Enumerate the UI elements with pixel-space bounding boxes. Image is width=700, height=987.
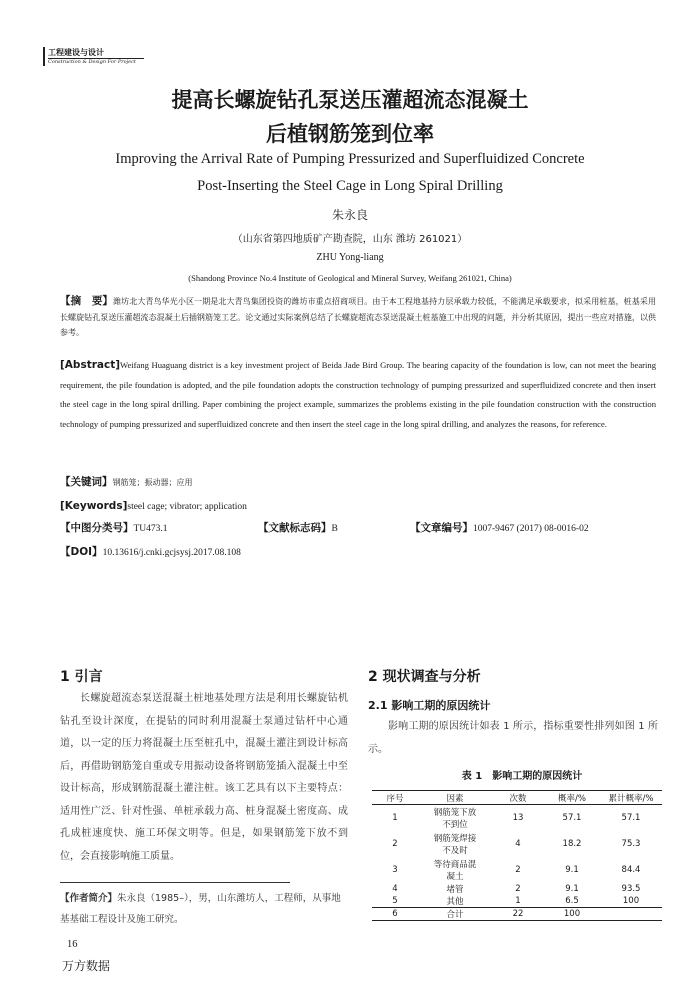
table-row — [372, 831, 662, 857]
keywords-en-label: [Keywords] — [60, 500, 128, 512]
article-no-label: 【文章编号】 — [410, 522, 473, 534]
doi-value: 10.13616/j.cnki.gcjsysj.2017.08.108 — [102, 548, 241, 558]
table-cell: 钢筋笼焊接不及时 — [433, 833, 477, 856]
journal-name-cn: 工程建设与设计 — [48, 48, 104, 57]
author-note-label: 【作者简介】 — [60, 893, 118, 904]
table-cell: 6 — [372, 907, 418, 920]
article-no-value: 1007-9467 (2017) 08-0016-02 — [473, 524, 589, 534]
table1-header: 序号 — [372, 791, 418, 805]
table-cell: 84.4 — [621, 864, 641, 875]
table1-header: 因素 — [418, 791, 492, 805]
author-note — [60, 888, 348, 930]
abstract-en-text: Weifang Huaguang district is a key investment project of Beida Jade Bird Group. The bearing capacity of the foundation is low, can not meet the bearing requirement, the pile foundation is adopted, and the pile foundation adopts the construction technology of pumping pressurized and superfluidized concrete and then insert the steel cage in the long spiral drilling. Paper combining the project example, summarizes the problems existing in the pile foundation construction with the construction technology of pumping pressurized and superfluidized concrete and then insert the steel cage in the long spiral drilling, and analyzes the reasons, for reference. — [60, 360, 656, 429]
footnote-rule — [60, 882, 290, 883]
article-no — [410, 516, 589, 535]
table-cell: 4 — [515, 838, 521, 849]
table-cell: 其他 — [418, 895, 492, 908]
journal-header — [43, 47, 144, 66]
table-cell: 9.1 — [565, 864, 579, 875]
doc-code — [258, 516, 338, 535]
section1-paragraph: 长螺旋超流态泵送混凝土桩地基处理方法是利用长螺旋钻机钻孔至设计深度，在提钻的同时利用混凝土泵通过钻杆中心通道，以一定的压力将混凝土压至桩孔中，混凝土灌注到设计标高后，再借助钢筋笼自重或专用振动设备将钢筋笼插入混凝土中至设计标高，形成钢筋混凝土灌注桩。该工艺具有以下主要特点：适用性广泛、针对性强、单桩承载力高、桩身混凝土密度高、成孔成桩速度快、施工环保文明等。但是，如果钢筋笼下放不到位，会直接影响施工质量。 — [60, 693, 348, 862]
clc-label: 【中图分类号】 — [60, 522, 134, 534]
clc — [60, 516, 168, 535]
table-cell: 2 — [515, 883, 521, 894]
table-cell: 100 — [600, 895, 662, 908]
abstract-cn-text: 潍坊北大青鸟华光小区一期是北大青鸟集团投资的潍坊市重点招商项目。由于本工程地基持力层承载力较低，不能满足承载要求，拟采用桩基，桩基采用长螺旋钻孔泵送压灌超流态混凝土后插钢筋笼工艺。论文通过实际案例总结了长螺旋超流态泵送混凝土桩基施工中出现的问题，并分析其原因，提出一些应对措施，以供参考。 — [60, 297, 656, 337]
abstract-cn-label: 【摘 要】 — [60, 295, 114, 307]
table-cell: 4 — [392, 883, 398, 894]
table-cell: 57.1 — [621, 812, 641, 823]
author-en: ZHU Yong-liang — [316, 252, 384, 263]
abstract-en — [60, 356, 656, 434]
keywords-en — [60, 494, 247, 513]
section2-subheading: 2.1 影响工期的原因统计 — [368, 699, 491, 712]
table-row — [372, 857, 662, 883]
table1-header: 概率/% — [544, 791, 600, 805]
title-en-line1: Improving the Arrival Rate of Pumping Pressurized and Superfluidized Concrete — [115, 151, 585, 167]
keywords-cn-text: 钢筋笼；振动器；应用 — [112, 478, 193, 487]
page-number: 16 — [67, 939, 78, 950]
section2-paragraph: 影响工期的原因统计如表 1 所示，指标重要性排列如图 1 所示。 — [368, 721, 658, 755]
table-cell: 5 — [372, 895, 418, 908]
table-cell: 93.5 — [621, 883, 641, 894]
table-cell: 钢筋笼下放不到位 — [433, 807, 477, 830]
table-row — [372, 883, 662, 895]
affiliation-cn: （山东省第四地质矿产勘查院，山东 潍坊 261021） — [232, 234, 468, 245]
table-cell: 1 — [392, 812, 398, 823]
table-cell: 18.2 — [562, 838, 582, 849]
table1-header-row — [372, 791, 662, 805]
table-cell: 3 — [392, 864, 398, 875]
title-cn-line1: 提高长螺旋钻孔泵送压灌超流态混凝土 — [171, 88, 529, 112]
watermark-text: 万方数据 — [62, 959, 111, 973]
title-en-line2: Post-Inserting the Steel Cage in Long Spiral Drilling — [197, 178, 503, 194]
table-cell: 9.1 — [565, 883, 579, 894]
keywords-en-text: steel cage; vibrator; application — [127, 502, 247, 512]
doc-code-value: B — [331, 524, 338, 534]
table-cell: 22 — [492, 907, 544, 920]
table-cell: 13 — [512, 812, 524, 823]
doi — [60, 540, 241, 559]
abstract-cn — [60, 294, 656, 341]
table-cell: 2 — [515, 864, 521, 875]
abstract-en-label: [Abstract] — [60, 359, 121, 371]
doc-code-label: 【文献标志码】 — [258, 522, 332, 534]
section2-heading: 2 现状调查与分析 — [368, 669, 481, 685]
journal-name-en: Construction & Design For Project — [48, 58, 144, 66]
author-note-text: 朱永良（1985–），男，山东潍坊人，工程师，从事地基基础工程设计及施工研究。 — [60, 893, 341, 925]
title-cn-line2: 后植钢筋笼到位率 — [266, 122, 434, 146]
table1-header: 累计概率/% — [600, 791, 662, 805]
table-row — [372, 805, 662, 831]
affiliation-en: (Shandong Province No.4 Institute of Geological and Mineral Survey, Weifang 261021, China) — [188, 273, 512, 283]
table-cell: 6.5 — [544, 895, 600, 908]
table-cell: 等待商品混凝土 — [433, 859, 477, 882]
table1-header: 次数 — [492, 791, 544, 805]
table1-caption: 表 1 影响工期的原因统计 — [461, 771, 583, 782]
table-cell: 2 — [392, 838, 398, 849]
keywords-cn-label: 【关键词】 — [60, 476, 113, 488]
table-cell: 75.3 — [621, 838, 641, 849]
table-cell: 1 — [492, 895, 544, 908]
table-cell: 堵管 — [446, 884, 464, 895]
author-cn: 朱永良 — [331, 208, 368, 222]
table-row — [372, 895, 662, 908]
table1 — [372, 790, 662, 921]
table-cell — [600, 907, 662, 920]
doi-label: 【DOI】 — [60, 546, 103, 558]
keywords-cn — [60, 470, 193, 489]
table-row — [372, 907, 662, 920]
section1-heading: 1 引言 — [60, 669, 103, 685]
table-cell: 57.1 — [562, 812, 582, 823]
clc-value: TU473.1 — [133, 524, 168, 534]
table-cell: 合计 — [418, 907, 492, 920]
table-cell: 100 — [544, 907, 600, 920]
